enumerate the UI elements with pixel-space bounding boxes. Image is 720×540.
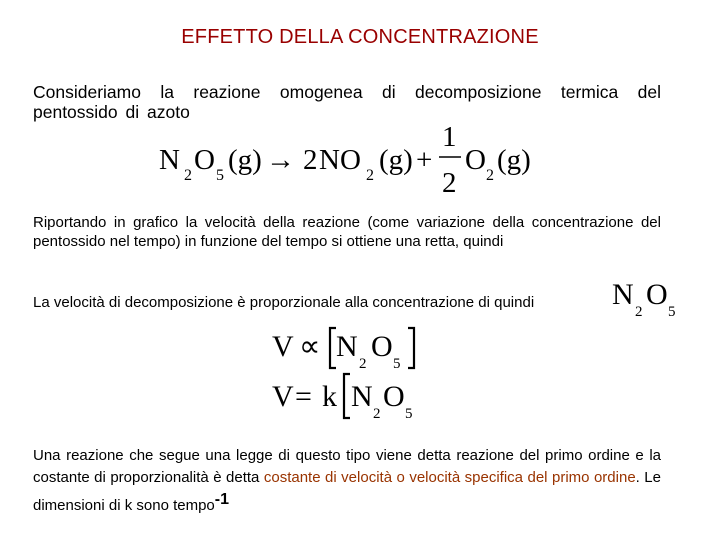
n2o5-formula	[610, 276, 685, 322]
svg-text:∝: ∝	[299, 330, 321, 363]
svg-text:2: 2	[373, 406, 381, 422]
eq-coef2: 2	[303, 144, 318, 176]
eq-g1: (g)	[228, 144, 262, 176]
proportional-paragraph: La velocità di decomposizione è proporzionale alla concentrazione di quindi	[33, 294, 535, 311]
graph-paragraph: Riportando in grafico la velocità della reazione (come variazione della concentrazione del pentossido nel tempo) in funzione del tempo si ottiene una retta, quindi	[33, 214, 661, 250]
eq-arrow: →	[266, 144, 295, 176]
proportional-formula	[268, 322, 438, 374]
svg-text:5: 5	[668, 304, 676, 320]
rate-law-formula	[268, 370, 438, 422]
svg-text:5: 5	[405, 406, 413, 422]
svg-text:5: 5	[393, 356, 401, 372]
time-exponent: -1	[214, 491, 229, 508]
eq-plus: +	[416, 144, 433, 176]
first-order-paragraph	[33, 445, 661, 517]
eq-frac-num: 1	[442, 122, 457, 153]
eq-g3: (g)	[497, 144, 531, 176]
right-bracket	[408, 328, 414, 368]
svg-text:N: N	[336, 330, 358, 363]
eq-frac-den: 2	[442, 167, 457, 196]
eq-g2: (g)	[379, 144, 413, 176]
svg-text:2: 2	[635, 304, 643, 320]
svg-text:O: O	[646, 278, 668, 311]
reaction-equation	[150, 122, 550, 196]
page-title: EFFETTO DELLA CONCENTRAZIONE	[181, 26, 539, 48]
svg-text:k: k	[322, 380, 337, 413]
first-order-text-1: Una reazione che segue una legge di questo tipo viene detta reazione del primo ordine e la costante di proporzionalità è detta	[33, 447, 661, 486]
eq-o2-sub2: 2	[486, 167, 494, 184]
first-order-text-2: . Le dimensioni di k sono tempo	[33, 469, 661, 514]
eq-no-sub2: 2	[366, 167, 374, 184]
svg-text:O: O	[371, 330, 393, 363]
eq-sub2: 2	[184, 167, 192, 184]
svg-text:O: O	[383, 380, 405, 413]
svg-text:V: V	[272, 330, 294, 363]
left-bracket-2	[344, 374, 350, 418]
eq-n: N	[159, 144, 180, 176]
rate-constant-highlight: costante di velocità o velocità specifica del primo ordine	[263, 469, 636, 486]
eq-no: NO	[319, 144, 361, 176]
svg-text:V: V	[272, 380, 294, 413]
eq-o: O	[194, 144, 215, 176]
intro-paragraph: Consideriamo la reazione omogenea di decomposizione termica del pentossido di azoto	[33, 82, 661, 122]
eq-o2: O	[465, 144, 486, 176]
eq-sub5: 5	[216, 167, 224, 184]
svg-text:=: =	[295, 380, 312, 413]
svg-text:N: N	[612, 278, 634, 311]
svg-text:2: 2	[359, 356, 367, 372]
svg-text:N: N	[351, 380, 373, 413]
